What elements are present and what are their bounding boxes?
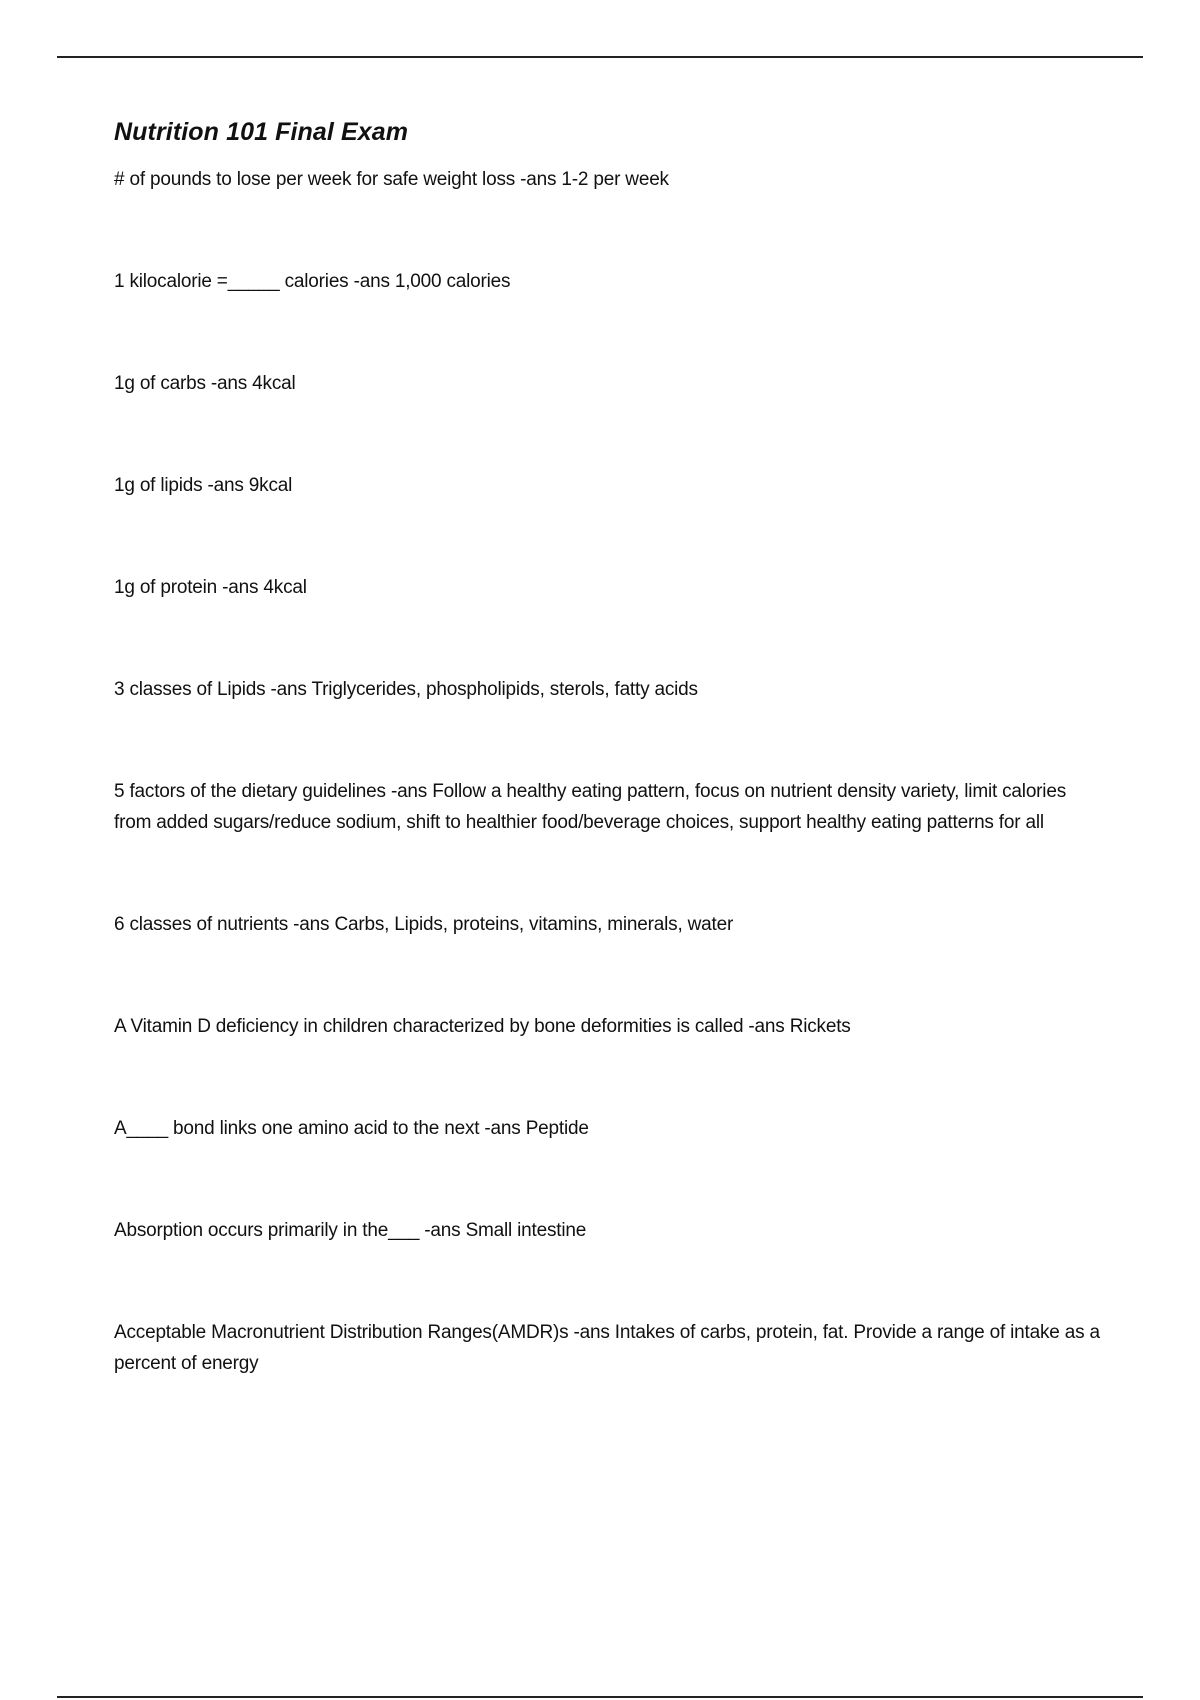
answer-text: Peptide (525, 1118, 589, 1139)
answer-marker: -ans (748, 1016, 785, 1037)
qa-item (114, 470, 1104, 501)
question-text: 1g of carbs (114, 373, 206, 394)
answer-text: Intakes of carbs, protein, fat. Provide a range of intake as a percent of energy (114, 1322, 1100, 1374)
answer-marker: -ans (353, 271, 390, 292)
answer-text: 4kcal (252, 373, 296, 394)
question-text: Acceptable Macronutrient Distribution Ranges(AMDR)s (114, 1322, 569, 1343)
question-text: 3 classes of Lipids (114, 679, 266, 700)
qa-item (114, 1011, 1104, 1042)
answer-text: Follow a healthy eating pattern, focus on nutrient density variety, limit calories from added sugars/reduce sodium, shift to healthier food/beverage choices, support healthy eating patterns for all (114, 781, 1066, 833)
answer-text: 1-2 per week (561, 169, 669, 190)
header-rule (57, 56, 1143, 58)
qa-item (114, 776, 1104, 838)
answer-marker: -ans (207, 475, 244, 496)
answer-text: Small intestine (465, 1220, 587, 1241)
qa-item (114, 368, 1104, 399)
qa-item (114, 909, 1104, 940)
qa-item (114, 1215, 1104, 1246)
qa-item (114, 1317, 1104, 1379)
footer-rule (57, 1696, 1143, 1698)
answer-marker: -ans (270, 679, 307, 700)
answer-text: 1,000 calories (394, 271, 511, 292)
question-text: 6 classes of nutrients (114, 914, 289, 935)
answer-marker: -ans (222, 577, 259, 598)
answer-marker: -ans (210, 373, 248, 394)
question-text: A____ bond links one amino acid to the next (114, 1118, 480, 1139)
answer-text: 4kcal (263, 577, 307, 598)
qa-item (114, 572, 1104, 603)
question-text: 5 factors of the dietary guidelines (114, 781, 386, 802)
document-title: Nutrition 101 Final Exam (114, 118, 409, 146)
answer-text: 9kcal (248, 475, 293, 496)
answer-marker: -ans (520, 169, 557, 190)
question-text: 1g of protein (114, 577, 218, 598)
qa-item (114, 674, 1104, 705)
answer-text: Rickets (789, 1016, 851, 1037)
question-text: Absorption occurs primarily in the___ (114, 1220, 420, 1241)
question-text: # of pounds to lose per week for safe weight loss (114, 169, 516, 190)
qa-item (114, 164, 1104, 195)
answer-marker: -ans (390, 781, 428, 802)
answer-text: Carbs, Lipids, proteins, vitamins, minerals, water (334, 914, 734, 935)
question-text: 1 kilocalorie =_____ calories (114, 271, 349, 292)
question-text: A Vitamin D deficiency in children characterized by bone deformities is called (114, 1016, 744, 1037)
answer-marker: -ans (424, 1220, 461, 1241)
qa-item (114, 1113, 1104, 1144)
document-body (114, 114, 1104, 1379)
answer-marker: -ans (293, 914, 330, 935)
question-text: 1g of lipids (114, 475, 203, 496)
qa-item (114, 266, 1104, 297)
answer-text: Triglycerides, phospholipids, sterols, fatty acids (311, 679, 698, 700)
answer-marker: -ans (573, 1322, 610, 1343)
answer-marker: -ans (484, 1118, 521, 1139)
